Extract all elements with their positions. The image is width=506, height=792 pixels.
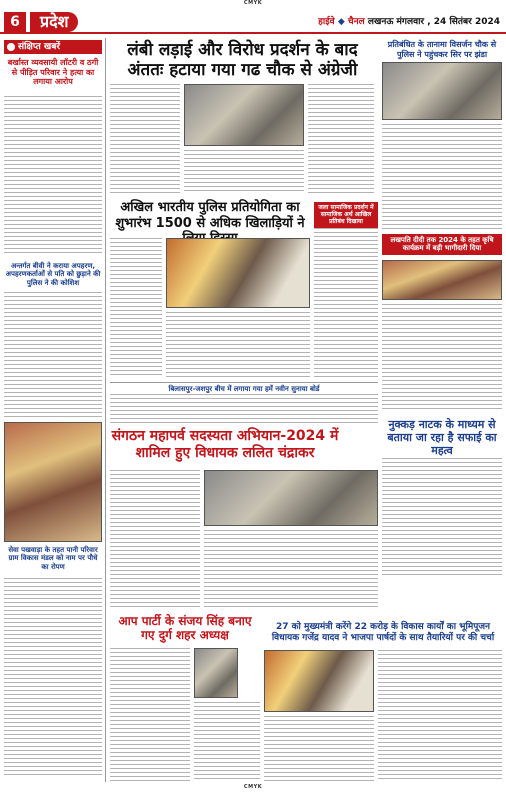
masthead-city: लखनऊ	[367, 17, 394, 27]
strip-headline: बिलासपुर-जशपुर बीच में लगाया गया हमें नवीन सुनाया बोर्ड	[110, 382, 378, 393]
vikas-body-col1	[264, 716, 374, 782]
column-divider	[105, 38, 106, 782]
lead-headline: लंबी लड़ाई और विरोध प्रदर्शन के बाद अंततः हटाया गया गढ चौक से अंग्रेजी	[127, 40, 358, 81]
lakhpati-photo	[382, 260, 502, 300]
police-body-col1	[110, 238, 162, 378]
nukkad-headline: नुक्कड़ नाटक के माध्यम से बताया जा रहा है सफाई का महत्व	[387, 418, 497, 458]
police-headline: अखिल भारतीय पुलिस प्रतियोगिता का शुभारंभ 1500 से अधिक खिलाड़ियों ने	[115, 200, 305, 231]
right-top-body	[382, 124, 502, 230]
vikas-photo	[264, 650, 374, 712]
masthead-separator-icon: ◆	[337, 17, 348, 27]
lead-photo	[184, 84, 304, 146]
masthead-date: मंगलवार , 24 सितंबर 2024	[396, 17, 500, 27]
sidebar-story3-body	[4, 578, 102, 778]
sangathan-headline: संगठन महापर्व सदस्यता अभियान-2024 में शामिल हुए विधायक ललित चंद्राकर	[111, 428, 339, 461]
sidebar-story3-headline: सेवा पखवाड़ा के तहत पानी परिवार ग्राम विकास मंडल को नाम पर पौधे का रोपण	[8, 546, 98, 571]
aap-body-col1	[110, 648, 190, 782]
printer-mark-top: CMYK	[243, 0, 263, 6]
vikas-body-col2	[378, 650, 502, 782]
section-title: प्रदेश	[30, 12, 78, 32]
small-box-headline: जला सामाजिक प्रदर्शन में सामाजिक अर्थ आखिल प्रतिबंध दिखाया	[314, 202, 378, 228]
masthead-brand-2: चैनल	[347, 17, 365, 27]
lakhpati-body	[382, 304, 502, 412]
strip-body	[110, 394, 378, 424]
sidebar-photo	[4, 422, 102, 542]
sidebar-story1-body	[4, 96, 102, 256]
sidebar-title: संक्षिप्त खबरें	[4, 40, 102, 54]
lead-body-col2	[184, 150, 304, 194]
aap-portrait	[194, 648, 238, 698]
sangathan-photo	[204, 470, 378, 526]
sidebar-story1-headline: बर्खास्त व्यवसायी लॉटरी व ठगी से पीड़ित परिवार ने हत्या का लगाया आरोप	[7, 58, 99, 87]
police-photo	[166, 238, 310, 308]
right-top-photo	[382, 62, 502, 120]
nukkad-body	[382, 458, 502, 578]
printer-mark-bottom: CMYK	[243, 784, 263, 790]
police-body-col2	[166, 312, 310, 378]
aap-headline: आप पार्टी के संजय सिंह बनाए गए दुर्ग शहर अध्यक्ष	[118, 614, 252, 643]
aap-body-col2	[194, 702, 260, 782]
sangathan-body-col1	[110, 470, 200, 610]
sidebar-story2-body	[4, 292, 102, 418]
sidebar-story2-headline: अन्तर्गत बीवी ने कराया अपहरण, अपहरणकर्ताओं से पति को छुड़ाने की पुलिस ने की कोशिश	[5, 262, 101, 287]
lead-body-col3	[308, 84, 374, 194]
lead-body-col1	[110, 84, 180, 194]
sangathan-body-col2	[204, 530, 378, 610]
small-box-body	[314, 228, 378, 378]
lakhpati-headline: लखपति दीदी तक 2024 के तहत कृषि कार्यक्रम में बड़ी भागीदारी दिया	[382, 234, 502, 255]
right-top-headline: प्रतिबंधित के तानामा विसर्जन चौक से पुलिस ने पहुंचकर सिर पर झंडा	[387, 40, 497, 59]
vikas-headline: 27 को मुख्यमंत्री करेंगे 22 करोड़ के विकास कार्यों का भूमिपूजन विधायक गजेंद्र यादव ने भाजपा पार्षदों के साथ तैयारियों पर की चर्चा	[271, 622, 495, 643]
masthead-brand: हाईवे	[318, 17, 335, 27]
page-number: 6	[4, 12, 26, 32]
masthead	[318, 14, 500, 27]
